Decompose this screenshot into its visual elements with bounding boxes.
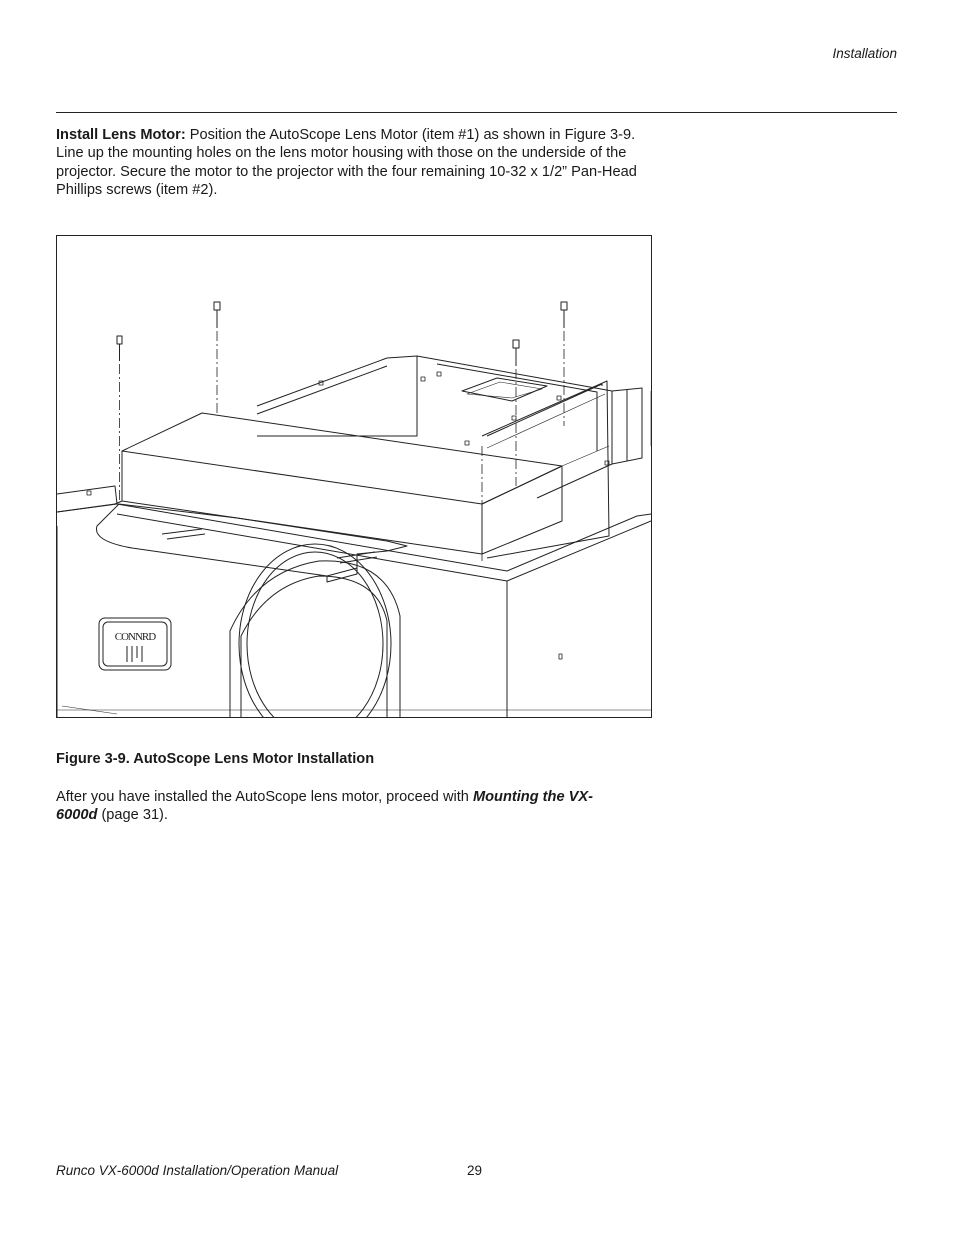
figure-3-9 bbox=[56, 235, 652, 718]
footer-page-number: 29 bbox=[467, 1163, 483, 1178]
next-step-text: After you have installed the AutoScope lens motor, proceed with bbox=[56, 789, 473, 805]
step-lead: Install Lens Motor: bbox=[56, 127, 186, 143]
install-lens-motor-paragraph bbox=[56, 126, 656, 200]
step-instructions: Position the AutoScope Lens Motor (item #1) as shown in Figure 3-9. Line up the mounting holes on the lens motor housing with those on the underside of the projector. Secure the motor to the projector with the four remaining 10-32 x 1/2” Pan-Head Phillips screws (item #2). bbox=[56, 127, 637, 199]
projector-logo-badge bbox=[99, 618, 171, 670]
lens-motor-installation-drawing bbox=[57, 236, 651, 717]
next-step-paragraph bbox=[56, 788, 616, 825]
logo-lettering: CONNRD bbox=[114, 631, 156, 643]
figure-caption: Figure 3-9. AutoScope Lens Motor Installation bbox=[56, 751, 375, 767]
mounting-screws bbox=[117, 302, 567, 561]
bracket-plate bbox=[96, 504, 407, 582]
page-reference: (page 31). bbox=[97, 807, 168, 824]
lens-motor-housing bbox=[115, 381, 609, 558]
cross-reference-link[interactable]: Mounting the VX-6000d bbox=[56, 789, 593, 824]
mount-rail bbox=[257, 356, 651, 498]
running-header: Installation bbox=[832, 46, 897, 61]
header-divider bbox=[56, 112, 897, 113]
footer-manual-title: Runco VX-6000d Installation/Operation Manual bbox=[56, 1163, 339, 1178]
